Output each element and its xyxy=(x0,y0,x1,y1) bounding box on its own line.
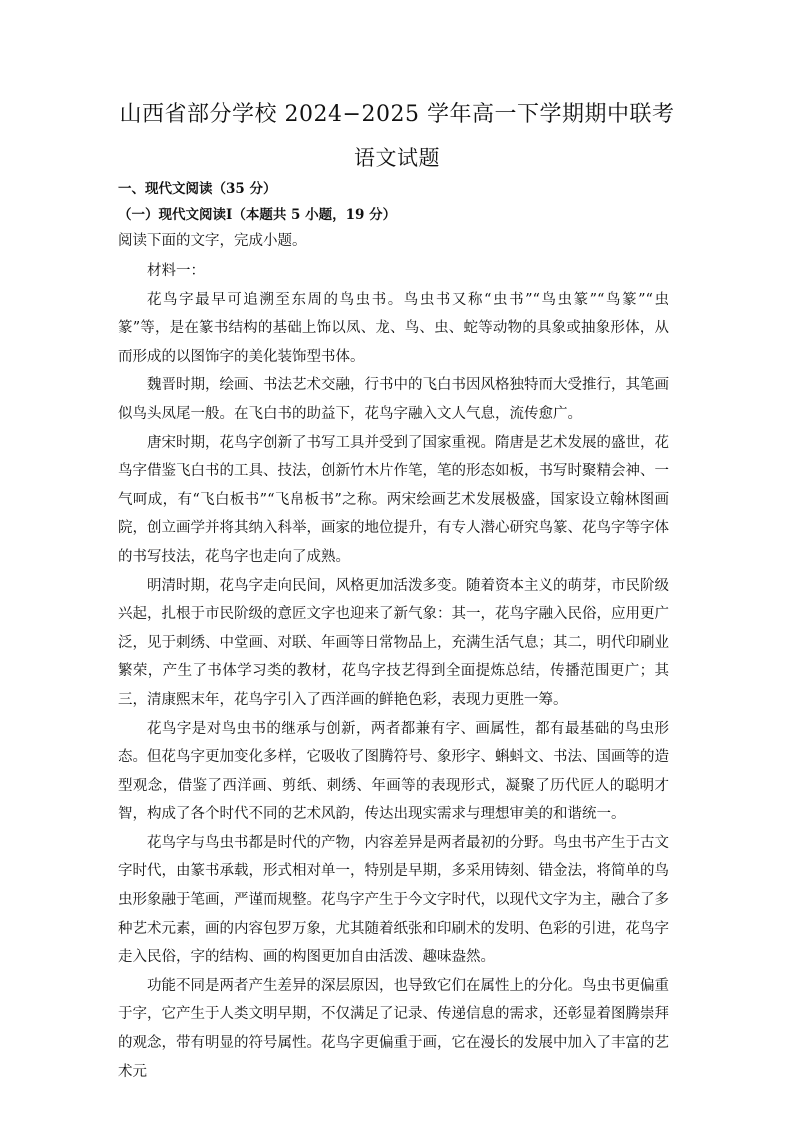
section-heading: 一、现代文阅读（35 分） xyxy=(118,181,277,197)
reading-instruction: 阅读下面的文字，完成小题。 xyxy=(118,233,307,249)
passage-paragraph: 明清时期，花鸟字走向民间，风格更加活泼多变。随着资本主义的萌芽，市民阶级兴起，扎根于市民阶级的意匠文字也迎来了新气象：其一，花鸟字融入民俗，应用更广泛，见于刺绣、中堂画、对联、年画等日常物品上，充满生活气息；其二，明代印刷业繁荣，产生了书体学习类的教材，花鸟字技艺得到全面提炼总结，传播范围更广；其三，清康熙末年，花鸟字引入了西洋画的鲜艳色彩，表现力更胜一筹。 xyxy=(118,577,669,708)
exam-subtitle: 语文试题 xyxy=(354,146,440,170)
subsection-heading: （一）现代文阅读Ⅰ（本题共 5 小题，19 分） xyxy=(118,207,397,223)
passage-paragraph: 功能不同是两者产生差异的深层原因，也导致它们在属性上的分化。鸟虫书更偏重于字，它产生于人类文明早期，不仅满足了记录、传递信息的需求，还彰显着图腾崇拜的观念，带有明显的符号属性。花鸟字更偏重于画，它在漫长的发展中加入了丰富的艺术元 xyxy=(118,977,669,1080)
passage-body xyxy=(118,257,669,1086)
passage-paragraph: 魏晋时期，绘画、书法艺术交融，行书中的飞白书因风格独特而大受推行，其笔画似鸟头凤尾一般。在飞白书的助益下，花鸟字融入文人气息，流传愈广。 xyxy=(118,377,669,422)
passage-paragraph: 花鸟字是对鸟虫书的继承与创新，两者都兼有字、画属性，都有最基础的鸟虫形态。但花鸟字更加变化多样，它吸收了图腾符号、象形字、蝌蚪文、书法、国画等的造型观念，借鉴了西洋画、剪纸、刺绣、年画等的表现形式，凝聚了历代匠人的聪明才智，构成了各个时代不同的艺术风韵，传达出现实需求与理想审美的和谐统一。 xyxy=(118,720,669,823)
passage-paragraph: 花鸟字与鸟虫书都是时代的产物，内容差异是两者最初的分野。鸟虫书产生于古文字时代，由篆书承载，形式相对单一，特别是早期，多采用铸刻、错金法，将简单的鸟虫形象融于笔画，严谨而规整。花鸟字产生于今文字时代，以现代文字为主，融合了多种艺术元素，画的内容包罗万象，尤其随着纸张和印刷术的发明、色彩的引进，花鸟字走入民俗，字的结构、画的构图更加自由活泼、趣味盎然。 xyxy=(118,834,669,966)
passage-paragraph: 唐宋时期，花鸟字创新了书写工具并受到了国家重视。隋唐是艺术发展的盛世，花鸟字借鉴飞白书的工具、技法，创新竹木片作笔，笔的形态如板，书写时聚精会神、一气呵成，有“飞白板书”“飞帛板书”之称。两宋绘画艺术发展极盛，国家设立翰林图画院，创立画学并将其纳入科举，画家的地位提升，有专人潜心研究鸟篆、花鸟字等字体的书写技法，花鸟字也走向了成熟。 xyxy=(118,434,669,565)
passage-paragraph: 花鸟字最早可追溯至东周的鸟虫书。鸟虫书又称“虫书”“鸟虫篆”“鸟篆”“虫篆”等，是在篆书结构的基础上饰以凤、龙、鸟、虫、蛇等动物的具象或抽象形体，从而形成的以图饰字的美化装饰型书体。 xyxy=(118,291,669,365)
material-label: 材料一： xyxy=(147,263,205,279)
exam-title: 山西省部分学校 2024−2025 学年高一下学期期中联考 xyxy=(119,102,675,127)
